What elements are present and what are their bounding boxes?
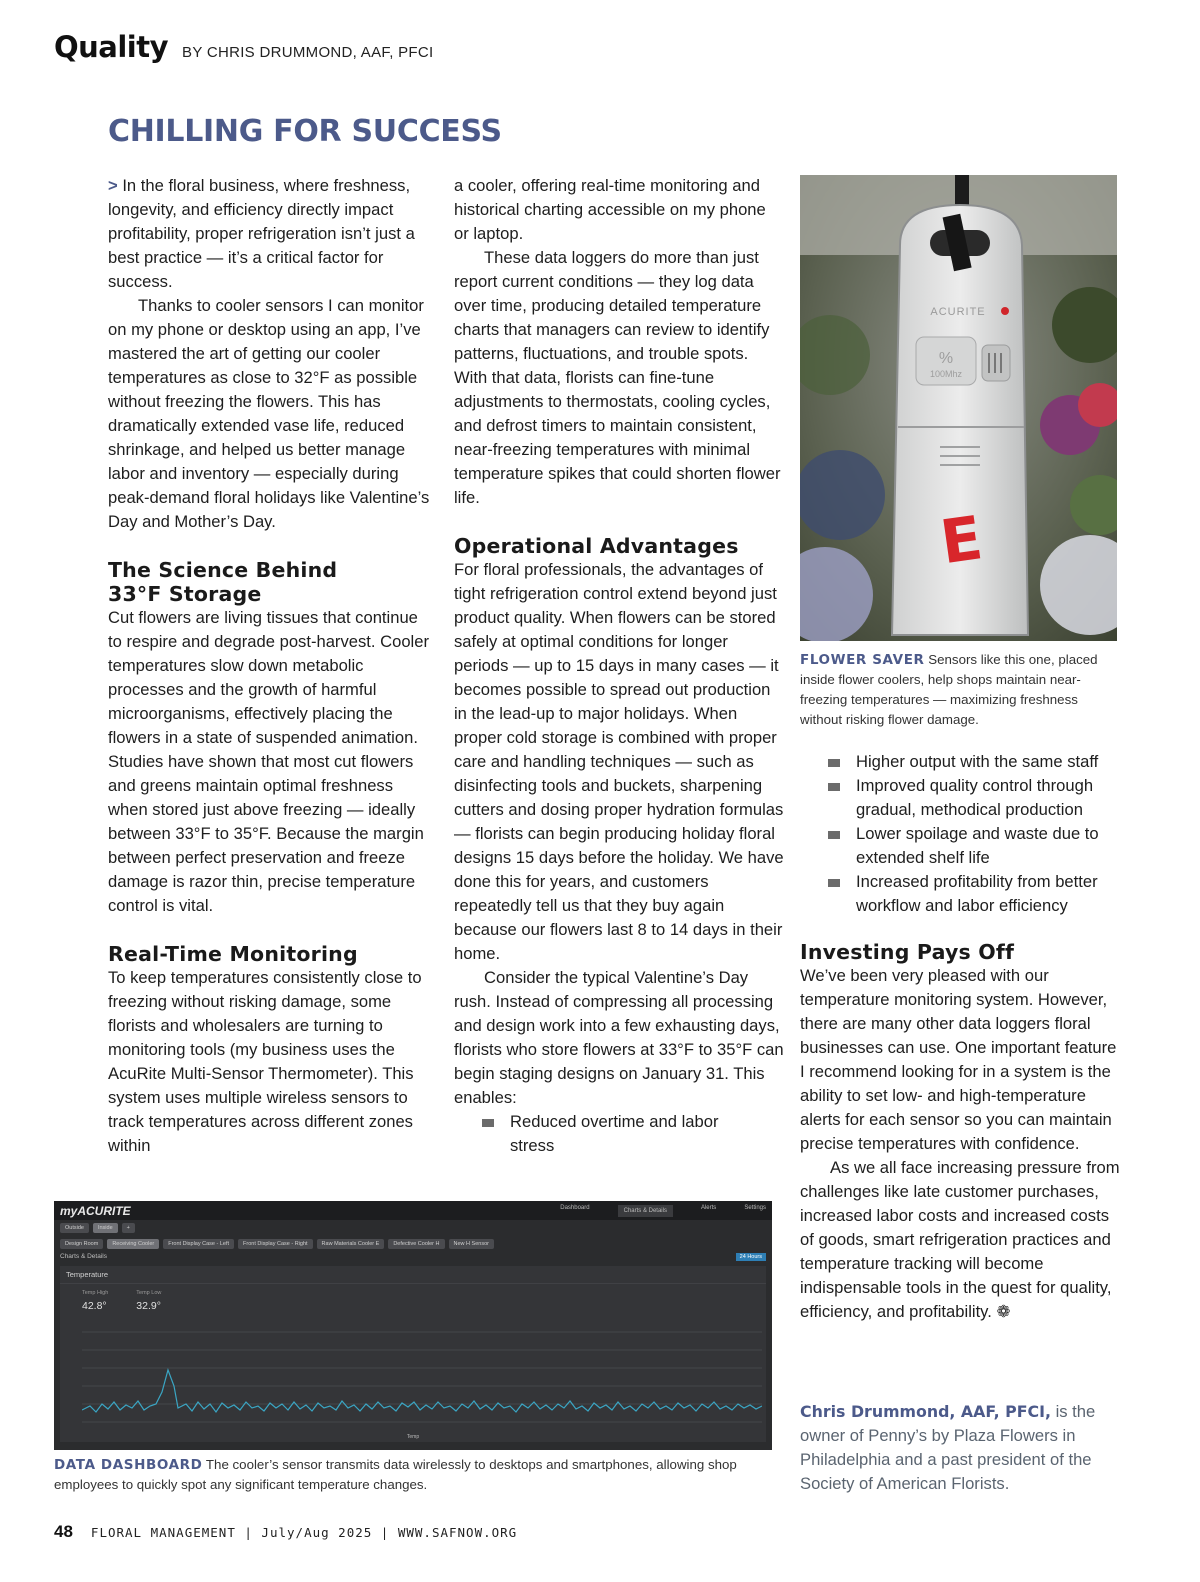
subhead-science-line2: 33°F Storage [108,582,262,606]
location-tab: Outside [60,1223,89,1233]
panel-title: Temperature [60,1266,766,1284]
subhead-investing: Investing Pays Off [800,940,1015,964]
closing-paragraph [800,1156,1122,1324]
intro-paragraph [108,174,436,294]
page-footer [54,1522,517,1542]
dashboard-subheader [54,1252,772,1262]
author-bio-text: is the owner of Penny’s by Plaza Flowers in Philadelphia and a past president of the Society of American Florists. [800,1402,1096,1493]
list-item: Increased profitability from better workflow and labor efficiency [800,870,1122,918]
device-brand: ACURITE [930,306,986,318]
closing-text: As we all face increasing pressure from challenges like late customer purchases, increased labor costs and increased costs of goods, smart refrigeration practices and temperature tracking will become indispensable tools in the quest for quality, efficiency, and profitability. [800,1158,1120,1321]
list-item: Lower spoilage and waste due to extended shelf life [800,822,1122,870]
sensor-tabs [54,1236,772,1252]
device-reading: % [938,350,954,367]
saf-logo-icon: ❁ [996,1302,1011,1321]
temp-low [136,1290,161,1312]
column-3 [800,750,1122,1324]
sensor-tab: Raw Materials Cooler E [317,1239,385,1249]
sensor-tab: Receiving Cooler [107,1239,159,1249]
dashboard-topbar [54,1201,772,1220]
dashboard-caption-label: DATA DASHBOARD [54,1457,203,1473]
arrow-icon: > [108,176,123,195]
sensor-tab: New H Sensor [449,1239,494,1249]
article-headline: CHILLING FOR SUCCESS [108,114,502,149]
paragraph: Thanks to cooler sensors I can monitor on my phone or desktop using an app, I’ve mastered the art of getting our cooler temperatures as close to 32°F as possible without freezing the flowers. This has dramatically extended vase life, reduced shrinkage, and helped us better manage labor and inventory — especially during peak-demand floral holidays like Valentine’s Day and Mother’s Day. [108,296,430,531]
author-name: Chris Drummond, AAF, PFCI, [800,1402,1051,1421]
author-bio [800,1400,1122,1496]
nav-charts: Charts & Details [618,1205,673,1217]
photo-caption-text: Sensors like this one, placed inside flower coolers, help shops maintain near-freezing temperatures — maximizing freshness without risking flower damage. [800,652,1098,727]
bullet-list [454,1110,784,1158]
temp-high-value: 42.8° [82,1300,107,1312]
list-item: Improved quality control through gradual, methodical production [800,774,1122,822]
temp-low-value: 32.9° [136,1300,161,1312]
marker-letter: E [936,503,987,579]
dashboard-nav [560,1205,766,1217]
list-item: Reduced overtime and labor stress [454,1110,784,1158]
temperature-panel [60,1266,766,1442]
paragraph: For floral professionals, the advantages of tight refrigeration control extend beyond just product quality. When flowers can be stored safely at optimal conditions for longer periods — up to 15 days in many cases — it becomes possible to spread out production in the lead-up to major holidays. When proper cold storage is combined with proper care and handling techniques — such as disinfecting tools and buckets, sharpening cutters and dosing proper hydration formulas — florists can begin producing holiday floral designs 15 days before the holiday. We have done this for years, and customers repeatedly tell us that they buy again because our flowers last 8 to 14 days in their home. [454,560,784,963]
dashboard-caption [54,1455,774,1495]
temp-low-label: Temp Low [136,1290,162,1296]
location-tab: Inside [93,1223,118,1233]
dashboard-caption-text: The cooler’s sensor transmits data wirelessly to desktops and smartphones, allowing shop employees to quickly spot any significant temperature changes. [54,1457,737,1492]
column-2 [454,174,784,1158]
location-tab: + [122,1223,135,1233]
paragraph: a cooler, offering real-time monitoring and historical charting accessible on my phone or laptop. [454,176,766,243]
temp-high [82,1290,108,1312]
sensor-tab: Design Room [60,1239,103,1249]
dashboard-subtitle: Charts & Details [60,1253,107,1260]
paragraph: To keep temperatures consistently close to freezing without risking damage, some florists and wholesalers are turning to monitoring tools (my business uses the AcuRite Multi-Sensor Thermometer). This system uses multiple wireless sensors to track temperatures across different zones within [108,968,422,1155]
photo-caption-label: FLOWER SAVER [800,652,925,668]
temp-readouts [60,1284,766,1312]
range-select: 24 Hours [736,1253,766,1261]
paragraph: These data loggers do more than just report current conditions — they log data over time, producing detailed temperature charts that managers can review to identify patterns, fluctuations, and trouble spots. With that data, florists can fine-tune adjustments to thermostats, cooling cycles, and defrost timers to maintain consistent, near-freezing temperatures with minimal temperature spikes that could shorten flower life. [454,248,781,507]
paragraph: We’ve been very pleased with our temperature monitoring system. However, there are many other data loggers floral businesses can use. One important feature I recommend looking for in a system is the ability to set low- and high-temperature alerts for each sensor so you can maintain precise temperatures with confidence. [800,966,1117,1153]
paragraph: Cut flowers are living tissues that continue to respire and degrade post-harvest. Cooler temperatures slow down metabolic processes and the growth of harmful microorganisms, effectively placing the flowers in a state of suspended animation. Studies have shown that most cut flowers and greens maintain optimal freshness when stored just above freezing — ideally between 33°F to 35°F. Because the margin between perfect preservation and freeze damage is razor thin, precise temperature control is vital. [108,608,429,915]
sensor-tab: Defective Cooler H [388,1239,444,1249]
bullet-list [800,750,1122,918]
device-sub: 100Mhz [929,369,963,379]
dashboard-screenshot [54,1201,772,1450]
sensor-tab: Front Display Case - Left [163,1239,234,1249]
sensor-device-image [800,175,1117,641]
list-item: Higher output with the same staff [800,750,1122,774]
subhead-science [108,558,436,606]
location-tabs [54,1220,772,1236]
section-name: Quality [54,30,169,64]
nav-alerts: Alerts [700,1204,717,1211]
intro-text: In the floral business, where freshness, longevity, and efficiency directly impact profitability, proper refrigeration isn’t just a best practice — it’s a critical factor for success. [108,176,415,291]
photo-caption [800,650,1118,730]
page-number: 48 [54,1522,73,1541]
temperature-line [82,1370,762,1412]
section-header [54,30,434,64]
nav-settings: Settings [744,1204,766,1211]
nav-dashboard: Dashboard [560,1204,590,1211]
byline: BY CHRIS DRUMMOND, AAF, PFCI [182,44,434,61]
acurite-logo: myACURITE [60,1203,131,1218]
subhead-operational: Operational Advantages [454,534,739,558]
sensor-tab: Front Display Case - Right [238,1239,313,1249]
temp-high-label: Temp High [82,1290,109,1296]
magazine-info: FLORAL MANAGEMENT | July/Aug 2025 | WWW.SAFNOW.ORG [90,1525,518,1540]
paragraph: Consider the typical Valentine’s Day rush. Instead of compressing all processing and design work into a few exhausting days, florists who store flowers at 33°F to 35°F can begin staging designs on January 31. This enables: [454,968,784,1107]
subhead-monitoring: Real-Time Monitoring [108,942,358,966]
chart-x-label: Temp [406,1434,420,1440]
column-1 [108,174,436,1158]
subhead-science-line1: The Science Behind [108,558,338,582]
sensor-photo [800,175,1117,641]
temperature-chart [82,1322,762,1438]
